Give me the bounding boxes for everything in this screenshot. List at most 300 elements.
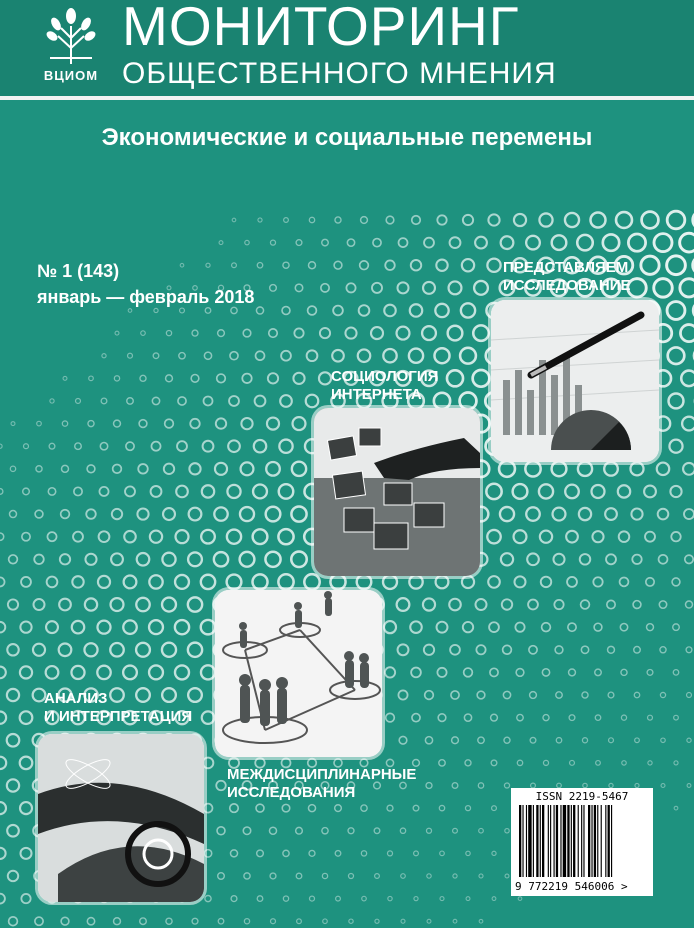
decor-dot xyxy=(9,917,18,926)
isbn-barcode xyxy=(511,788,653,896)
decor-dot xyxy=(125,486,135,496)
decor-dot xyxy=(0,533,4,540)
decor-dot xyxy=(660,647,666,653)
section-label-internet xyxy=(331,368,438,404)
internet-photo xyxy=(314,408,480,576)
decor-dot xyxy=(568,623,576,631)
decor-dot xyxy=(492,897,496,901)
journal-title: МОНИТОРИНГ xyxy=(122,0,520,57)
tree-icon xyxy=(36,6,106,68)
decor-dot xyxy=(401,919,405,923)
barcode-bar xyxy=(608,805,610,877)
decor-dot xyxy=(8,871,18,881)
decor-dot xyxy=(231,896,237,902)
decor-dot xyxy=(674,761,678,765)
decor-dot xyxy=(487,259,500,272)
decor-dot xyxy=(500,507,514,521)
decor-dot xyxy=(323,919,328,924)
decor-dot xyxy=(217,827,225,835)
section-label-analysis xyxy=(44,690,192,726)
decor-dot xyxy=(412,216,420,224)
decor-dot xyxy=(359,305,370,316)
decor-dot xyxy=(654,279,673,298)
decor-dot xyxy=(440,851,445,856)
decor-dot xyxy=(179,353,185,359)
decor-dot xyxy=(166,330,171,335)
decor-dot xyxy=(101,398,107,404)
decor-dot xyxy=(20,666,32,678)
decor-dot xyxy=(75,443,82,450)
decor-dot xyxy=(111,598,124,611)
decor-dot xyxy=(308,805,315,812)
decor-dot xyxy=(661,784,665,788)
section-label-line: ИНТЕРНЕТА xyxy=(331,386,422,403)
decor-dot xyxy=(257,263,262,268)
decor-dot xyxy=(215,463,227,475)
decor-dot xyxy=(46,666,59,679)
decor-dot xyxy=(8,599,18,609)
decor-dot xyxy=(229,396,239,406)
decor-dot xyxy=(647,624,654,631)
decor-dot xyxy=(635,783,639,787)
decor-dot xyxy=(214,552,228,566)
decor-dot xyxy=(462,259,474,271)
barcode-bar xyxy=(536,805,538,877)
decor-dot xyxy=(0,577,5,586)
decor-dot xyxy=(163,508,175,520)
decor-dot xyxy=(0,802,6,814)
decor-dot xyxy=(473,370,490,387)
decor-dot xyxy=(47,577,58,588)
decor-dot xyxy=(608,646,615,653)
decor-dot xyxy=(306,395,319,408)
decor-dot xyxy=(464,668,473,677)
decor-dot xyxy=(634,692,639,697)
decor-dot xyxy=(7,734,20,747)
decor-dot xyxy=(659,555,668,564)
decor-dot xyxy=(294,328,303,337)
decor-dot xyxy=(453,919,457,923)
decor-dot xyxy=(348,873,353,878)
decor-dot xyxy=(590,212,605,227)
decor-dot xyxy=(178,397,186,405)
decor-dot xyxy=(361,217,368,224)
decor-dot xyxy=(140,918,147,925)
decor-dot xyxy=(453,828,458,833)
decor-dot xyxy=(384,305,396,317)
decor-dot xyxy=(686,601,693,608)
decor-dot xyxy=(270,873,276,879)
decor-dot xyxy=(424,645,434,655)
decor-dot xyxy=(414,897,418,901)
decor-dot xyxy=(609,738,614,743)
decor-dot xyxy=(73,532,83,542)
decor-dot xyxy=(335,851,341,857)
decor-dot xyxy=(609,783,613,787)
decor-dot xyxy=(553,508,566,521)
section-label-line: АНАЛИЗ xyxy=(44,690,108,707)
decor-dot xyxy=(620,577,629,586)
decor-dot xyxy=(646,578,654,586)
decor-dot xyxy=(293,417,306,430)
decor-dot xyxy=(139,420,147,428)
decor-dot xyxy=(647,670,653,676)
decor-dot xyxy=(592,485,605,498)
decor-dot xyxy=(60,554,70,564)
decor-dot xyxy=(0,848,6,859)
decor-dot xyxy=(71,666,84,679)
decor-dot xyxy=(175,620,189,634)
decor-dot xyxy=(0,711,6,723)
decor-dot xyxy=(514,214,526,226)
decor-dot xyxy=(113,464,122,473)
decor-dot xyxy=(425,691,434,700)
decor-dot xyxy=(479,919,483,923)
decor-dot xyxy=(151,486,162,497)
decor-dot xyxy=(258,218,262,222)
decor-dot xyxy=(86,509,96,519)
decor-dot xyxy=(569,669,576,676)
barcode-digits: 9 772219 546006 > xyxy=(515,880,628,893)
decor-dot xyxy=(479,828,484,833)
decor-dot xyxy=(284,218,289,223)
decor-dot xyxy=(7,644,18,655)
decor-dot xyxy=(501,236,514,249)
decor-dot xyxy=(149,620,163,634)
decor-dot xyxy=(296,240,302,246)
barcode-bar xyxy=(548,805,549,877)
decor-dot xyxy=(436,260,447,271)
decor-dot xyxy=(460,348,476,364)
decor-dot xyxy=(491,714,498,721)
decor-dot xyxy=(539,484,553,498)
decor-dot xyxy=(634,647,641,654)
vciom-logo xyxy=(36,6,106,92)
decor-dot xyxy=(504,783,509,788)
decor-dot xyxy=(112,509,122,519)
barcode-bar xyxy=(567,805,569,877)
decor-dot xyxy=(321,284,329,292)
decor-dot xyxy=(642,212,659,229)
decor-dot xyxy=(667,256,686,275)
decor-dot xyxy=(426,783,432,789)
barcode-bar xyxy=(542,805,544,877)
decor-dot xyxy=(242,374,251,383)
decor-dot xyxy=(244,873,250,879)
decor-dot xyxy=(517,714,523,720)
decor-dot xyxy=(279,440,292,453)
issue-number: № 1 (143) xyxy=(37,261,120,281)
decor-dot xyxy=(412,714,420,722)
decor-dot xyxy=(387,851,392,856)
decor-dot xyxy=(460,393,477,410)
decor-dot xyxy=(633,601,641,609)
decor-dot xyxy=(449,599,461,611)
decor-dot xyxy=(464,714,471,721)
decor-dot xyxy=(244,919,249,924)
decor-dot xyxy=(22,533,30,541)
issue-info xyxy=(37,258,254,310)
decor-dot xyxy=(124,576,137,589)
decor-dot xyxy=(669,440,682,453)
decor-dot xyxy=(217,374,226,383)
masthead xyxy=(0,0,694,100)
decor-dot xyxy=(476,645,485,654)
decor-dot xyxy=(72,576,83,587)
decor-dot xyxy=(437,622,448,633)
decor-dot xyxy=(505,874,509,878)
decor-dot xyxy=(409,575,422,588)
section-label-interdisciplinary xyxy=(227,766,416,802)
barcode-bar xyxy=(588,805,590,877)
decor-dot xyxy=(582,692,588,698)
decor-dot xyxy=(543,760,548,765)
decor-dot xyxy=(397,598,410,611)
decor-dot xyxy=(201,530,215,544)
decor-dot xyxy=(72,621,85,634)
decor-dot xyxy=(567,577,577,587)
decor-dot xyxy=(34,555,44,565)
decor-dot xyxy=(526,236,540,250)
decor-dot xyxy=(293,373,304,384)
section-label-line: ПРЕДСТАВЛЯЕМ xyxy=(503,259,629,276)
decor-dot xyxy=(253,485,267,499)
journal-subtitle: ОБЩЕСТВЕННОГО МНЕНИЯ xyxy=(122,57,557,90)
decor-dot xyxy=(680,233,694,252)
decor-dot xyxy=(644,486,656,498)
decor-dot xyxy=(581,646,588,653)
decor-dot xyxy=(673,670,678,675)
barcode-bar xyxy=(594,805,596,877)
decor-dot xyxy=(502,599,512,609)
decor-dot xyxy=(35,510,43,518)
decor-dot xyxy=(21,577,31,587)
decor-dot xyxy=(47,532,56,541)
decor-dot xyxy=(282,804,290,812)
decor-dot xyxy=(358,349,371,362)
decor-dot xyxy=(227,575,242,590)
decor-dot xyxy=(423,282,435,294)
decor-dot xyxy=(62,465,69,472)
decor-dot xyxy=(670,486,681,497)
decor-dot xyxy=(153,353,159,359)
decor-dot xyxy=(240,507,254,521)
decor-dot xyxy=(88,421,94,427)
decor-dot xyxy=(349,919,353,923)
decor-dot xyxy=(452,737,459,744)
decor-dot xyxy=(296,873,302,879)
decor-dot xyxy=(85,598,97,610)
decor-dot xyxy=(384,621,396,633)
decor-dot xyxy=(309,217,314,222)
decor-dot xyxy=(434,348,449,363)
decor-dot xyxy=(49,443,55,449)
decor-dot xyxy=(164,464,174,474)
decor-dot xyxy=(309,262,316,269)
decor-dot xyxy=(150,531,162,543)
decor-dot xyxy=(565,213,579,227)
decor-dot xyxy=(596,761,601,766)
barcode-bar xyxy=(581,805,582,877)
decor-dot xyxy=(461,303,475,317)
decor-dot xyxy=(411,260,421,270)
decor-dot xyxy=(669,393,684,408)
decor-dot xyxy=(514,576,525,587)
decor-dot xyxy=(570,760,575,765)
decor-dot xyxy=(7,779,19,791)
decor-dot xyxy=(525,461,540,476)
decor-dot xyxy=(20,711,33,724)
decor-dot xyxy=(569,715,575,721)
decor-dot xyxy=(137,553,150,566)
decor-dot xyxy=(203,396,212,405)
decor-dot xyxy=(566,531,578,543)
decor-dot xyxy=(190,419,199,428)
decor-dot xyxy=(517,760,522,765)
decor-dot xyxy=(673,624,680,631)
decor-dot xyxy=(162,643,176,657)
decor-dot xyxy=(438,714,446,722)
barcode-bar xyxy=(601,805,602,877)
decor-dot xyxy=(307,350,318,361)
barcode-bar xyxy=(540,805,541,877)
decor-dot xyxy=(140,375,146,381)
decor-dot xyxy=(385,260,395,270)
decor-dot xyxy=(304,574,319,589)
decor-dot xyxy=(475,237,487,249)
decor-dot xyxy=(162,553,175,566)
decor-dot xyxy=(7,689,19,701)
decor-dot xyxy=(422,326,436,340)
decor-dot xyxy=(681,371,694,387)
barcode-bar xyxy=(522,805,523,877)
decor-dot xyxy=(322,873,327,878)
decor-dot xyxy=(514,530,527,543)
barcode-bar xyxy=(519,805,521,877)
decor-dot xyxy=(141,331,146,336)
decor-dot xyxy=(410,621,422,633)
decor-dot xyxy=(618,485,630,497)
decor-dot xyxy=(687,693,692,698)
decor-dot xyxy=(383,575,397,589)
decor-dot xyxy=(152,397,159,404)
decor-dot xyxy=(192,330,198,336)
decor-dot xyxy=(680,279,694,297)
decor-dot xyxy=(332,350,344,362)
decor-dot xyxy=(503,691,510,698)
decor-dot xyxy=(309,850,315,856)
decor-dot xyxy=(667,211,685,229)
decor-dot xyxy=(453,874,457,878)
decor-dot xyxy=(463,622,473,632)
journal-tagline: Экономические и социальные перемены xyxy=(101,124,593,151)
decor-dot xyxy=(543,715,549,721)
decor-dot xyxy=(176,486,188,498)
decor-dot xyxy=(478,783,483,788)
decor-dot xyxy=(385,667,395,677)
decor-dot xyxy=(204,804,213,813)
decor-dot xyxy=(151,442,160,451)
decor-dot xyxy=(278,574,293,589)
decor-dot xyxy=(375,874,380,879)
decor-dot xyxy=(620,623,627,630)
decor-dot xyxy=(62,421,67,426)
decor-dot xyxy=(335,805,342,812)
decor-dot xyxy=(423,598,435,610)
decor-dot xyxy=(680,325,694,342)
decor-dot xyxy=(191,375,199,383)
decor-dot xyxy=(410,304,422,316)
decor-dot xyxy=(398,690,407,699)
decor-dot xyxy=(554,600,563,609)
section-label-line: ИССЛЕДОВАНИЯ xyxy=(227,784,356,801)
decor-dot xyxy=(631,508,642,519)
decor-dot xyxy=(0,489,3,495)
decor-dot xyxy=(505,829,509,833)
decor-dot xyxy=(488,214,499,225)
decor-dot xyxy=(439,805,444,810)
decor-dot xyxy=(687,738,691,742)
decor-dot xyxy=(654,234,672,252)
decor-dot xyxy=(59,643,72,656)
decor-dot xyxy=(149,575,162,588)
decor-dot xyxy=(218,918,224,924)
decor-dot xyxy=(541,577,551,587)
decor-dot xyxy=(674,715,679,720)
decor-dot xyxy=(526,507,540,521)
decor-dot xyxy=(465,760,471,766)
decor-dot xyxy=(619,531,630,542)
barcode-bar xyxy=(528,805,531,877)
barcode-bar xyxy=(526,805,527,877)
decor-dot xyxy=(265,552,280,567)
decor-dot xyxy=(621,715,626,720)
barcode-bar xyxy=(556,805,558,877)
decor-dot xyxy=(291,506,306,521)
decor-dot xyxy=(424,238,434,248)
decor-dot xyxy=(292,462,306,476)
decor-dot xyxy=(657,463,669,475)
decor-dot xyxy=(201,575,215,589)
decor-dot xyxy=(488,576,500,588)
decor-dot xyxy=(23,488,30,495)
decor-dot xyxy=(440,897,444,901)
decor-dot xyxy=(283,896,288,901)
decor-dot xyxy=(0,622,5,633)
barcode-bar xyxy=(597,805,598,877)
barcode-bar xyxy=(605,805,606,877)
decor-dot xyxy=(632,555,641,564)
decor-dot xyxy=(188,597,202,611)
decor-dot xyxy=(205,896,211,902)
decor-dot xyxy=(227,530,241,544)
decor-dot xyxy=(437,668,446,677)
decor-dot xyxy=(661,738,665,742)
decor-dot xyxy=(230,804,238,812)
decor-dot xyxy=(346,283,355,292)
decor-dot xyxy=(361,851,366,856)
decor-dot xyxy=(0,444,2,448)
decor-dot xyxy=(466,897,470,901)
decor-dot xyxy=(411,668,421,678)
barcode-bar xyxy=(571,805,572,877)
decor-dot xyxy=(476,599,487,610)
decor-dot xyxy=(362,896,367,901)
decor-dot xyxy=(397,282,408,293)
decor-dot xyxy=(478,737,484,743)
decor-dot xyxy=(463,215,473,225)
decor-dot xyxy=(87,465,95,473)
